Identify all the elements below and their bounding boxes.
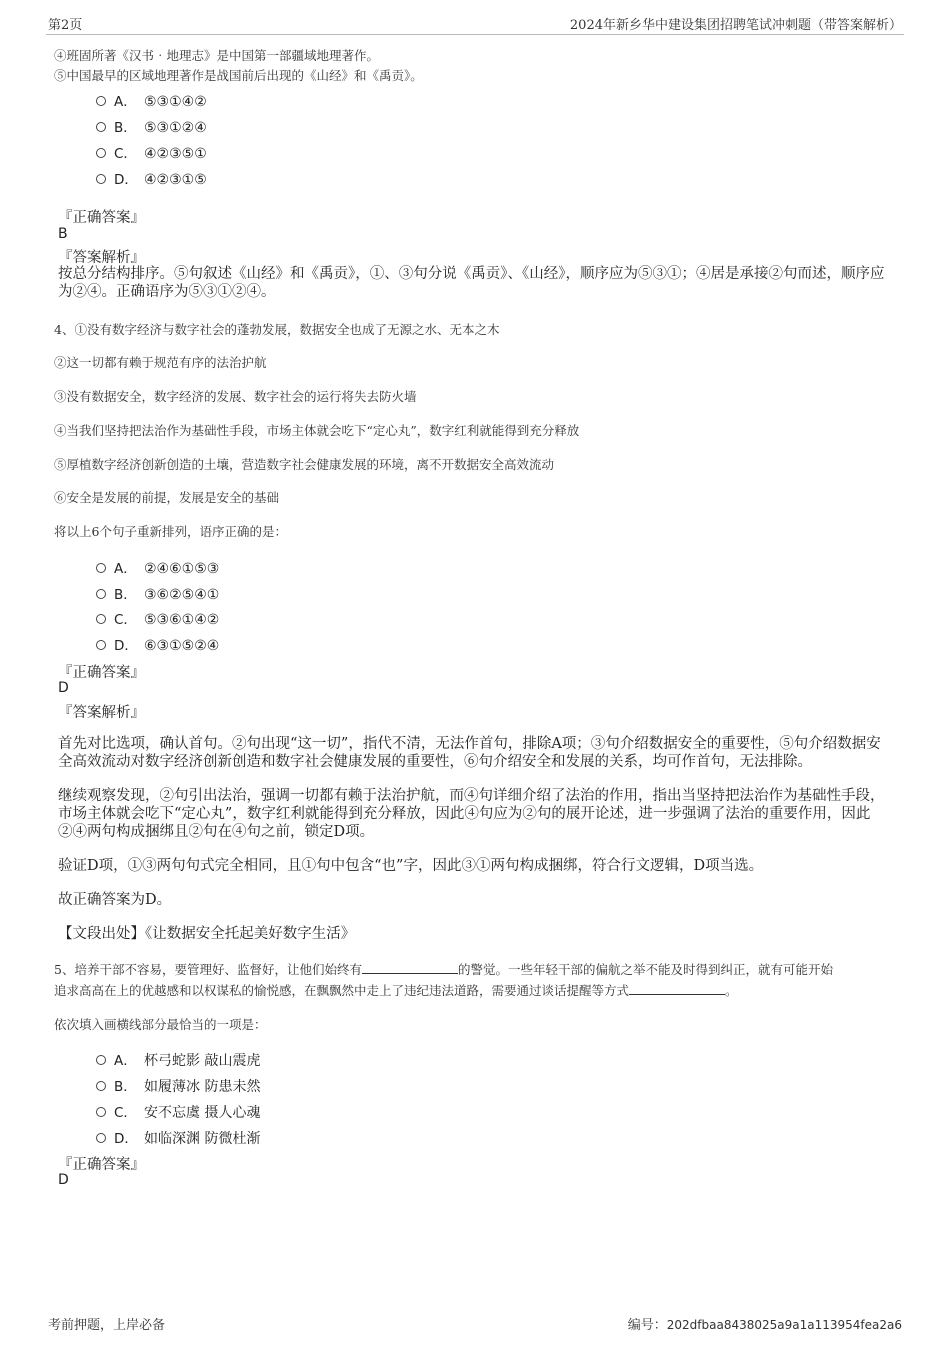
q3-option-c[interactable]: C． ④②③⑤① [96,142,207,162]
radio-icon[interactable] [96,563,106,573]
page-footer [46,1312,904,1332]
q3-option-d[interactable]: D． ④②③①⑤ [96,168,207,188]
radio-icon[interactable] [96,96,106,106]
radio-icon[interactable] [96,589,106,599]
q4-option-d[interactable]: D． ⑥③①⑤②④ [96,634,219,654]
q4-analysis-p1: 首先对比选项，确认首句。②句出现“这一切”，指代不清，无法作首句，排除A项；③句介绍数据安全的重要性，⑤句介绍数据安全高效流动对数字经济创新创造和数字社会健康发展的重要性，⑥句介绍安全和发展的关系，均可作首句，无法排除。 [58,736,881,770]
radio-icon[interactable] [96,174,106,184]
radio-icon[interactable] [96,122,106,132]
q5-option-c[interactable]: C． 安不忘虞 摄人心魂 [96,1101,260,1121]
q4-option-a[interactable]: A． ②④⑥①⑤③ [96,557,219,577]
radio-icon[interactable] [96,1081,106,1091]
radio-icon[interactable] [96,1055,106,1065]
q3-answer: B [58,226,68,242]
q5-option-b[interactable]: B． 如履薄冰 防患未然 [96,1075,260,1095]
q4-sentence-5: ⑤厚植数字经济创新创造的土壤，营造数字社会健康发展的环境，离不开数据安全高效流动 [54,457,555,472]
radio-icon[interactable] [96,640,106,650]
radio-icon[interactable] [96,1133,106,1143]
q4-analysis-p4: 故正确答案为D。 [58,892,172,908]
q3-statement-4: ④班固所著《汉书‧地理志》是中国第一部疆域地理著作。 [54,48,380,63]
q4-source: 【文段出处】《让数据安全托起美好数字生活》 [58,926,356,942]
footer-slogan: 考前押题，上岸必备 [48,1318,166,1333]
q4-option-c[interactable]: C． ⑤③⑥①④② [96,608,219,628]
q4-sentence-2: ②这一切都有赖于规范有序的法治护航 [54,355,267,370]
q4-sentence-1: 4、①没有数字经济与数字社会的蓬勃发展，数据安全也成了无源之水、无本之木 [54,322,500,337]
q5-option-a[interactable]: A． 杯弓蛇影 敲山震虎 [96,1049,260,1069]
q5-answer-label: 『正确答案』 [58,1157,145,1173]
q3-statement-5: ⑤中国最早的区域地理著作是战国前后出现的《山经》和《禹贡》。 [54,68,423,83]
q4-sentence-6: ⑥安全是发展的前提，发展是安全的基础 [54,490,280,505]
q4-analysis-p3: 验证D项，①③两句句式完全相同，且①句中包含“也”字，因此③①两句构成捆绑，符合行文逻辑，D项当选。 [58,858,764,874]
page-number: 第2页 [48,18,83,33]
q4-option-b[interactable]: B． ③⑥②⑤④① [96,583,219,603]
page-header [46,12,904,35]
q5-stem-line-2: 追求高高在上的优越感和以权谋私的愉悦感，在飘飘然中走上了违纪违法道路，需要通过谈话提醒等方式 。 [54,983,738,998]
q3-option-a[interactable]: A． ⑤③①④② [96,90,207,110]
q4-analysis-label: 『答案解析』 [58,705,145,721]
q3-option-b[interactable]: B． ⑤③①②④ [96,116,207,136]
document-title: 2024年新乡华中建设集团招聘笔试冲刺题（带答案解析） [569,18,902,33]
document-code: 编号：202dfbaa8438025a9a1a113954fea2a6 [627,1318,902,1333]
q3-answer-label: 『正确答案』 [58,210,145,226]
q3-analysis: 按总分结构排序。⑤句叙述《山经》和《禹贡》，①、③句分说《禹贡》、《山经》，顺序应为⑤③①；④居是承接②句而述，顺序应为②④。正确语序为⑤③①②④。 [58,266,885,300]
q4-answer: D [58,680,69,696]
q4-analysis-p2: 继续观察发现，②句引出法治，强调一切都有赖于法治护航，而④句详细介绍了法治的作用，指出当坚持把法治作为基础性手段，市场主体就会吃下“定心丸”，数字红利就能得到充分释放，因此④句应为②句的展开论述，进一步强调了法治的重要作用，因此②④两句构成捆绑且②句在④句之前，锁定D项。 [58,788,885,840]
radio-icon[interactable] [96,148,106,158]
q4-prompt: 将以上6个句子重新排列，语序正确的是： [54,524,287,539]
q4-answer-label: 『正确答案』 [58,665,145,681]
q5-prompt: 依次填入画横线部分最恰当的一项是： [54,1017,267,1032]
radio-icon[interactable] [96,1107,106,1117]
q3-analysis-label: 『答案解析』 [58,250,145,266]
q4-sentence-4: ④当我们坚持把法治作为基础性手段，市场主体就会吃下“定心丸”，数字红利就能得到充分释放 [54,423,580,438]
radio-icon[interactable] [96,614,106,624]
q5-blank-2[interactable] [629,982,725,995]
q5-blank-1[interactable] [362,961,458,974]
q5-option-d[interactable]: D． 如临深渊 防微杜渐 [96,1127,260,1147]
q4-sentence-3: ③没有数据安全，数字经济的发展、数字社会的运行将失去防火墙 [54,389,417,404]
q5-answer: D [58,1172,69,1188]
q5-stem-line-1: 5、培养干部不容易，要管理好、监督好，让他们始终有 的警觉。一些年轻干部的偏航之举不能及时得到纠正，就有可能开始 [54,962,833,977]
